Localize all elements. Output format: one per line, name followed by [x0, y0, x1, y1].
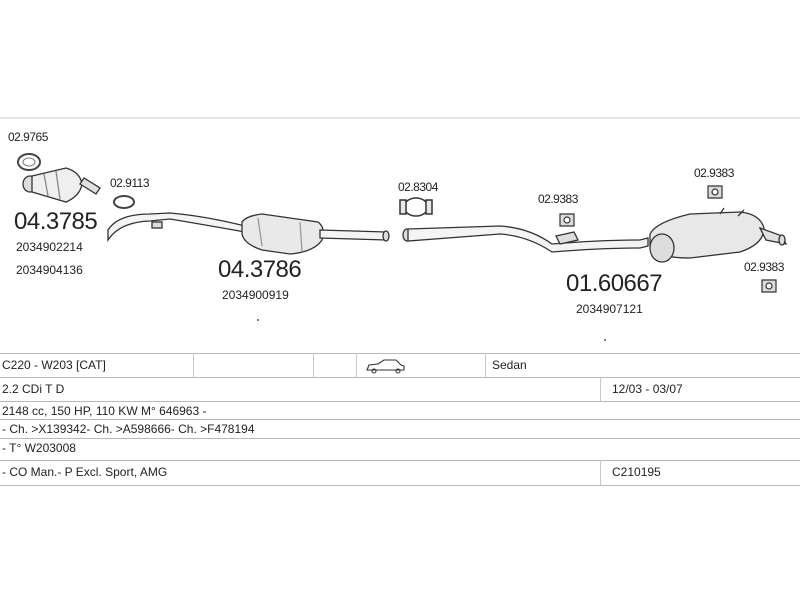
front-catalytic-converter [23, 168, 100, 202]
table-divider [0, 485, 800, 486]
front-pipe-with-catalytic-converter [108, 213, 389, 254]
table-divider [313, 353, 314, 377]
sedan-car-icon [367, 360, 404, 373]
type-code-cell: - T° W203008 [2, 441, 76, 455]
part-code-mount: 02.9383 [538, 192, 578, 206]
table-divider [485, 353, 486, 377]
rear-silencer-with-pipe [403, 208, 786, 262]
table-divider [0, 419, 800, 420]
table-divider [600, 460, 601, 485]
engine-cell: 2.2 CDi T D [2, 382, 65, 396]
part-code-gasket: 02.9113 [110, 176, 149, 190]
oe-number: 2034902214 [16, 240, 83, 254]
rubber-mount-icon [560, 214, 574, 226]
part-code-mount: 02.9383 [694, 166, 734, 180]
table-divider [193, 353, 194, 377]
oe-number: 2034904136 [16, 263, 83, 277]
part-code-gasket: 02.9765 [8, 130, 48, 144]
table-divider [0, 460, 800, 461]
oe-number: 2034907121 [576, 302, 643, 316]
ref-cell: C210195 [612, 465, 661, 479]
rubber-mount-icon [708, 186, 722, 198]
gasket-icon [18, 154, 40, 170]
table-divider [600, 377, 601, 401]
years-cell: 12/03 - 03/07 [612, 382, 683, 396]
specs-cell: 2148 cc, 150 HP, 110 KW M° 646963 - [2, 404, 207, 418]
gasket-icon [114, 196, 134, 208]
notes-cell: - CO Man.- P Excl. Sport, AMG [2, 465, 168, 479]
model-cell: C220 - W203 [CAT] [2, 358, 106, 372]
clamp-icon [400, 198, 432, 216]
part-code-front-pipe: 04.3786 [218, 256, 302, 283]
table-divider [0, 401, 800, 402]
table-divider [0, 353, 800, 354]
part-code-mount: 02.9383 [744, 260, 784, 274]
part-code-rear-silencer: 01.60667 [566, 270, 663, 297]
table-divider [0, 438, 800, 439]
oe-number: 2034900919 [222, 288, 289, 302]
body-type-cell: Sedan [492, 358, 527, 372]
part-code-front-cat: 04.3785 [14, 208, 98, 235]
table-divider [0, 377, 800, 378]
chassis-cell: - Ch. >X139342- Ch. >A598666- Ch. >F478194 [2, 422, 255, 436]
table-divider [356, 353, 357, 377]
part-code-clamp: 02.8304 [398, 180, 438, 194]
rubber-mount-icon [762, 280, 776, 292]
